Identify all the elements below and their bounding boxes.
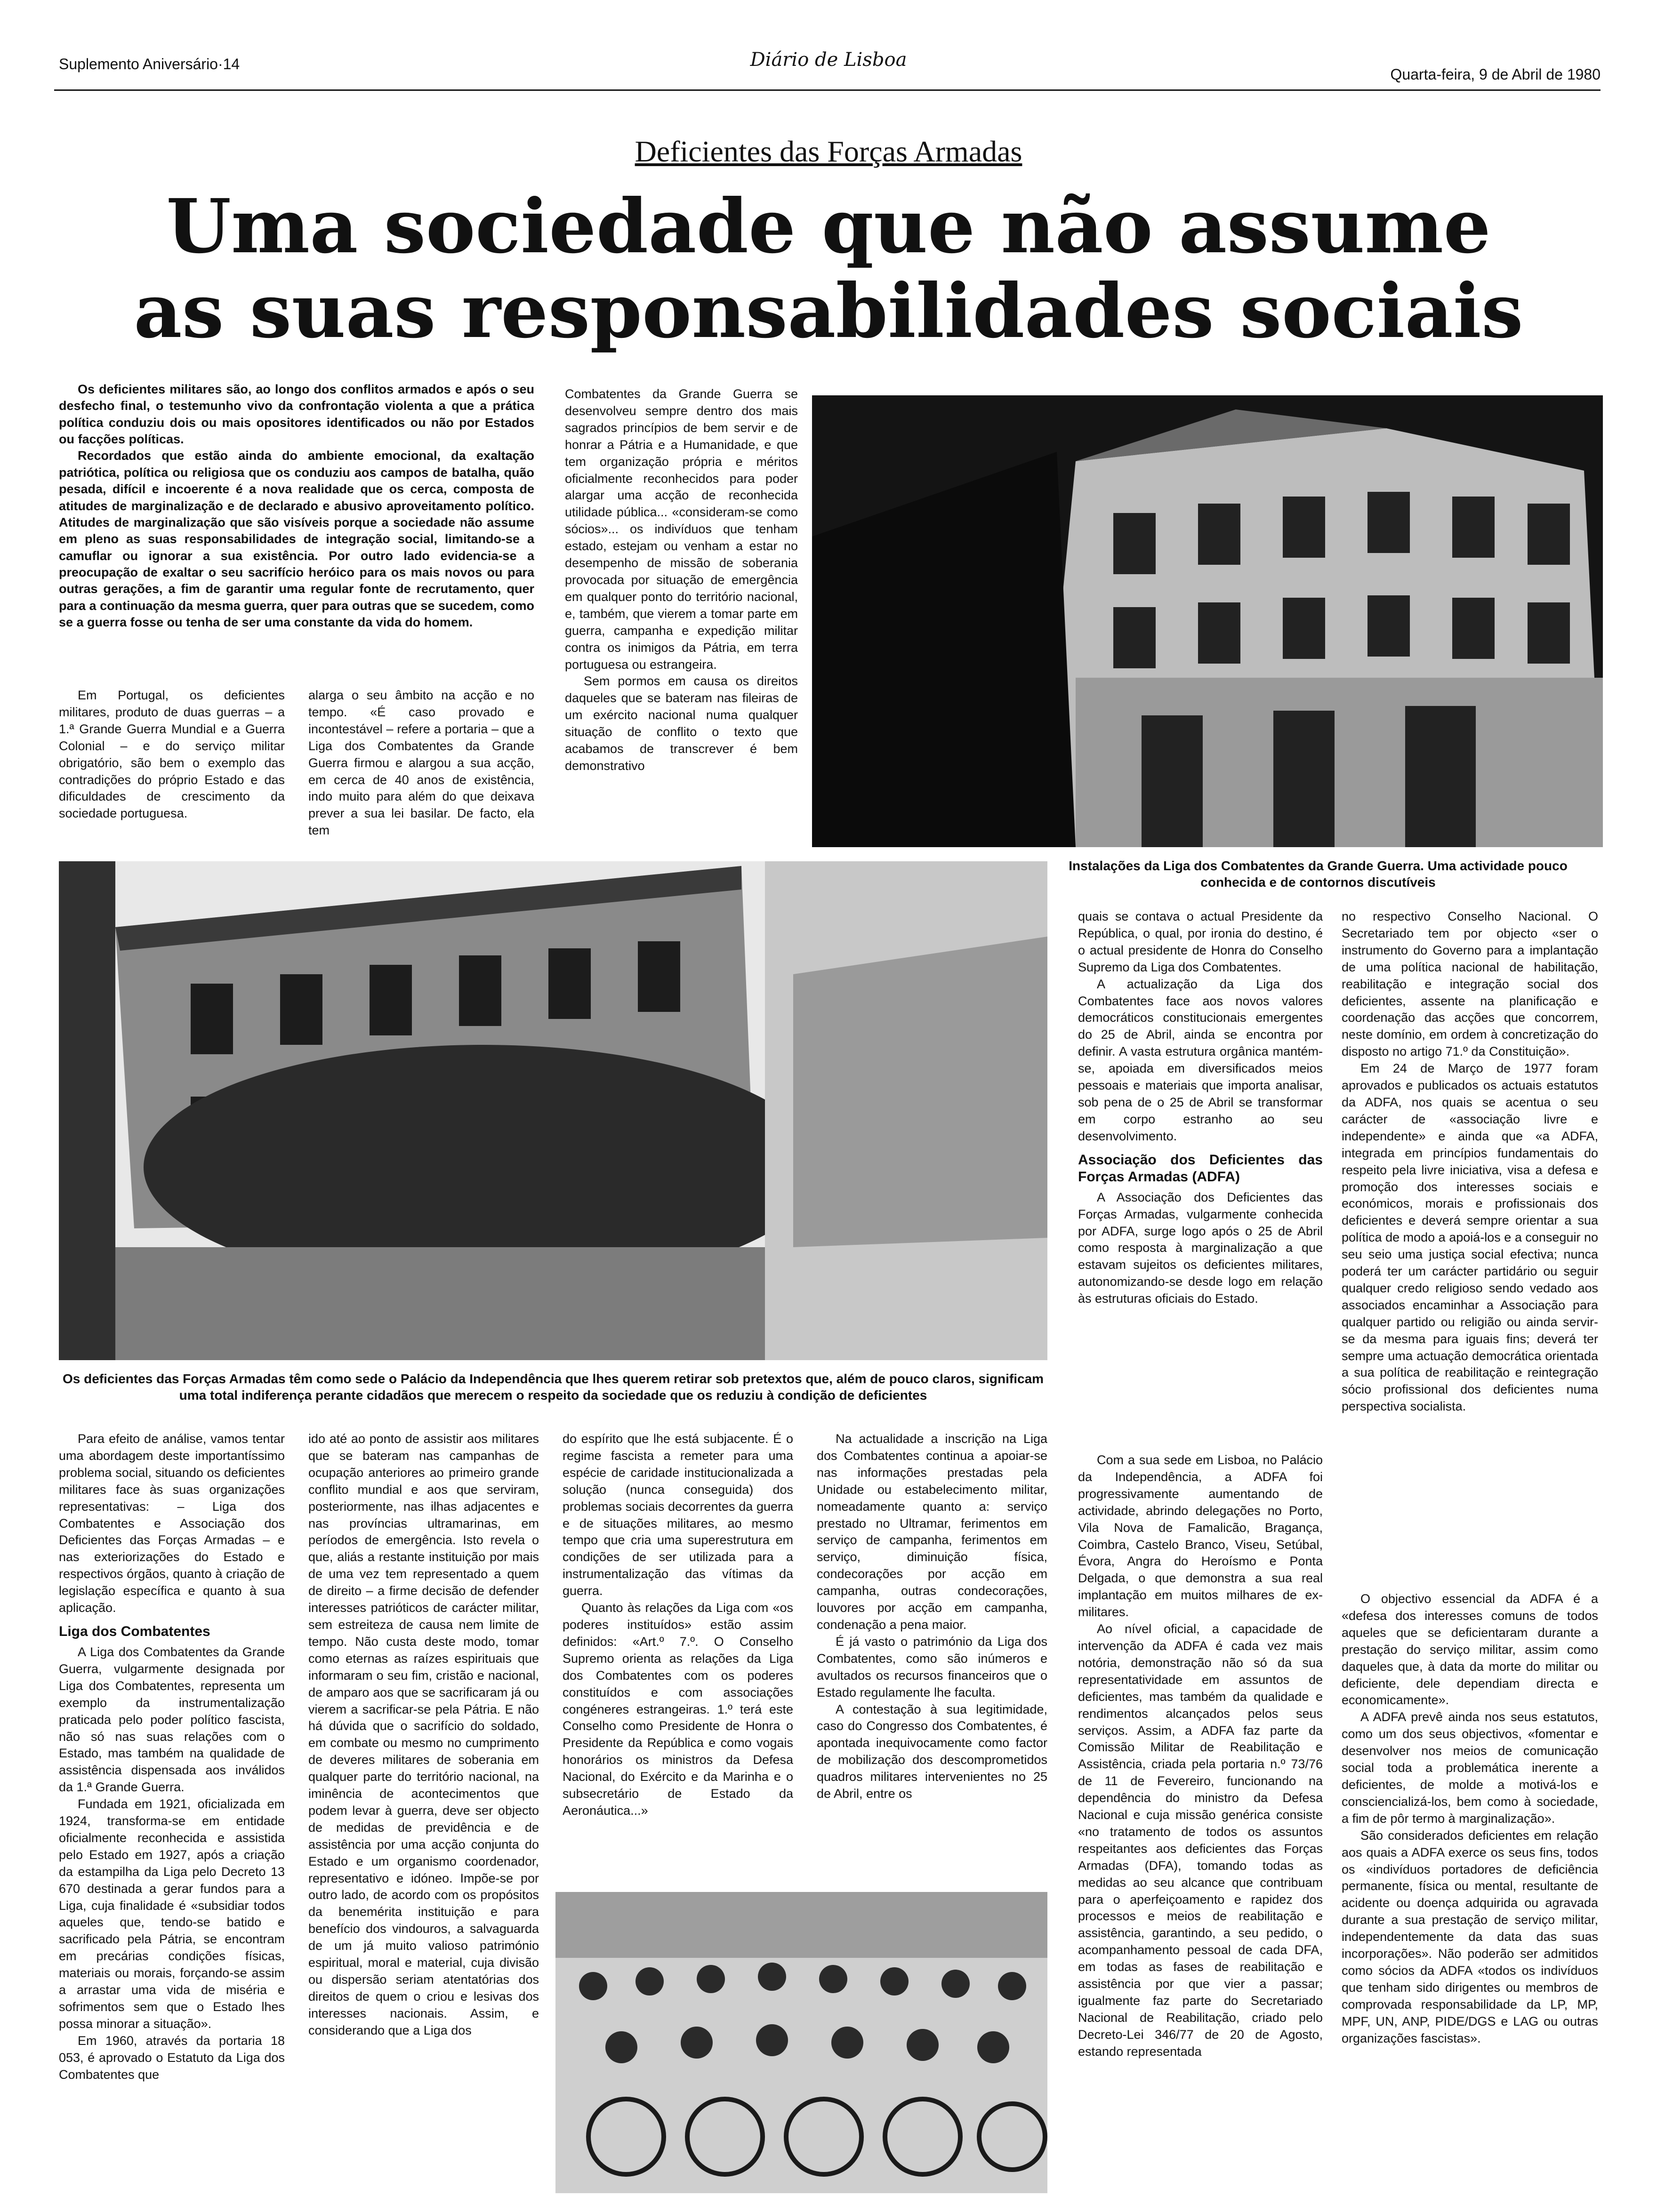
photo-liga-building xyxy=(812,395,1603,847)
paragraph: A Liga dos Combatentes da Grande Guerra, vulgarmente designada por Liga dos Combatentes, representa um exemplo da instrumentalização praticada pelo poder político fascista, não só nas suas relações com o Estado, mas também na qualidade de assistência dispensada aos inválidos da 1.ª Grande Guerra. xyxy=(59,1644,285,1795)
paragraph: Em 1960, através da portaria 18 053, é aprovado o Estatuto da Liga dos Combatentes que xyxy=(59,2033,285,2082)
paragraph: Combatentes da Grande Guerra se desenvolveu sempre dentro dos mais sagrados princípios de bem servir e de honrar a Pátria e a Humanidade, e que tem organização própria e méritos oficialmente reconhecidos para poder alargar uma acção de reconhecida utilidade pública... «consideram-se como sócios»... os indivíduos que tenham estado, estejam ou venham a estar no desempenho de missão de soberania provocada por situação de emergência em qualquer ponto do território nacional, e, também, que vierem a tomar parte em guerra, campanha e expedição militar contra os inimigos da Pátria, em terra portuguesa ou estrangeira. xyxy=(565,387,798,672)
section-heading-liga: Liga dos Combatentes xyxy=(59,1623,210,1639)
paragraph: Sem pormos em causa os direitos daqueles que se bateram nas fileiras de um exército nacional numa qualquer situação de conflito o texto que acabamos de transcrever é bem demonstrativo xyxy=(565,674,798,773)
text-column xyxy=(563,1431,793,1819)
paragraph: Ao nível oficial, a capacidade de intervenção da ADFA é cada vez mais notória, demonstração não só da sua representatividade em assuntos de deficientes, mas também da qualidade e rendimentos alcançados pelos seus serviços. Assim, a ADFA faz parte da Comissão Militar de Reabilitação e Assistência, criada pela portaria n.º 73/76 de 11 de Fevereiro, funcionando na dependência do ministro da Defesa Nacional e cuja missão genérica consiste «no tratamento de todos os assuntos respeitantes aos deficientes das Forças Armadas (DFA), tomando todas as medidas ao seu alcance que contribuam para o aperfeiçoamento e rapidez dos processos e meios de reabilitação e assistência, garantindo, a seu pedido, o acompanhamento pessoal de cada DFA, em todas as fases de reabilitação e assistência por que vier a passar; igualmente faz parte do Secretariado Nacional de Reabilitação, criado pelo Decreto-Lei 346/77 de 20 de Agosto, estando representada xyxy=(1078,1622,1323,2059)
text-column xyxy=(308,687,534,839)
paragraph: Quanto às relações da Liga com «os poderes instituídos» estão assim definidos: «Art.º 7.º. O Conselho Supremo orienta as relações da Liga dos Combatentes com os poderes constituídos e com associações congéneres estrangeiras. 1.º terá este Conselho como Presidente de Honra o Presidente da República e como vogais honorários os ministros da Defesa Nacional, do Exército e da Marinha e o subsecretário de Estado da Aeronáutica...» xyxy=(563,1601,793,1818)
newspaper-masthead: Diário de Lisboa xyxy=(750,49,907,71)
text-column xyxy=(565,386,798,775)
paragraph: ido até ao ponto de assistir aos militares que se bateram nas campanhas de ocupação anteriores ao primeiro grande conflito mundial e aos que serviram, posteriormente, nas ilhas adjacentes e nas províncias ultramarinas, em períodos de emergência. Isto revela o que, aliás a restante instituição por mais de uma vez tem representado a quem de direito – a firme decisão de defender interesses patrióticos de carácter militar, sem estreiteza de causa nem limite de tempo. Não custa deste modo, tomar como eternas as raízes espirituais que informaram o seu fim, cristão e nacional, de amparo aos que se sacrificaram já ou vierem a sacrificar-se pela Pátria. E não há dúvida que o sacrifício do soldado, em combate ou mesmo no cumprimento de deveres militares de soberania em qualquer parte do território nacional, na iminência de acontecimentos que podem levar à guerra, deve ser objecto de medidas de previdência e de assistência por uma acção conjunta do Estado e um organismo coordenador, representativo e idóneo. Impõe-se por outro lado, de acordo com os propósitos da benemérita instituição e para benefício dos vindouros, a salvaguarda de um já muito valioso património espiritual, moral e material, cuja divisão ou dispersão seriam atentatórias dos direitos de quem o criou e lesivas dos interesses nacionais. Assim, e considerando que a Liga dos xyxy=(308,1432,539,2037)
text-column xyxy=(1342,908,1598,1415)
paragraph: A contestação à sua legitimidade, caso do Congresso dos Combatentes, é apontada inequivocamente como factor de mobilização dos descomprometidos quadros militares intervenientes no 25 de Abril, entre os xyxy=(817,1702,1047,1801)
paragraph: A Associação dos Deficientes das Forças Armadas, vulgarmente conhecida por ADFA, surge logo após o 25 de Abril como resposta à marginalização a que estavam sujeitos os deficientes militares, autonomizando-se desde logo em relação às estruturas oficiais do Estado. xyxy=(1078,1190,1323,1306)
paragraph: alarga o seu âmbito na acção e no tempo. «É caso provado e incontestável – refere a portaria – que a Liga dos Combatentes da Grande Guerra firmou e alargou a sua acção, em cerca de 40 anos de existência, indo muito para além do que deixava prever a sua lei basilar. De facto, ela tem xyxy=(308,688,534,838)
lead-paragraph: Recordados que estão ainda do ambiente emocional, da exaltação patriótica, política ou religiosa que os conduziu aos campos de batalha, quão pesada, difícil e incoerente é a nova realidade que os cerca, composta de atitudes de marginalização e de declarado e abusivo aproveitamento político. Atitudes de marginalização que são visíveis porque a sociedade não assume em pleno as suas responsabilidades de integração social, limitando-se a camuflar ou ignorar a sua existência. Por outro lado evidencia-se a preocupação de exaltar o seu sacrifício heróico para os mais novos ou para outras gerações, a fim de garantir uma regular fonte de recrutamento, quer para a continuação da mesma guerra, quer para outras que se sucedem, como se a guerra fosse ou tenha de ser uma constante da vida do homem. xyxy=(59,449,534,630)
paragraph: quais se contava o actual Presidente da República, o qual, por ironia do destino, é o actual presidente de Honra do Conselho Supremo da Liga dos Combatentes. xyxy=(1078,909,1323,974)
paragraph: Para efeito de análise, vamos tentar uma abordagem deste importantíssimo problema social, situando os deficientes militares face às suas organizações representativas: – Liga dos Combatentes e Associação dos Deficientes das Forças Armadas – e nas exteriorizações do Estado e respectivos órgãos, quanto à criação de legislação específica e quanto à sua aplicação. xyxy=(59,1432,285,1615)
section-heading-adfa: Associação dos Deficientes das Forças Armadas (ADFA) xyxy=(1078,1152,1323,1185)
paragraph: O objectivo essencial da ADFA é a «defesa dos interesses comuns de todos aqueles que se deficientaram durante a prestação do serviço militar, assim como daqueles que, à data da morte do militar ou deficiente, dele dependiam directa e economicamente». xyxy=(1342,1592,1598,1707)
text-column xyxy=(59,687,285,822)
issue-date: Quarta-feira, 9 de Abril de 1980 xyxy=(1390,66,1601,83)
paragraph: no respectivo Conselho Nacional. O Secretariado tem por objecto «ser o instrumento do Governo para a implantação de uma política nacional de habilitação, reabilitação e integração social dos deficientes, assente na planificação e coordenação das acções que concorrem, neste domínio, em ordem à concretização do disposto no artigo 71.º da Constituição». xyxy=(1342,909,1598,1059)
supplement-label: Suplemento Aniversário·14 xyxy=(59,56,240,72)
article-kicker: Deficientes das Forças Armadas xyxy=(635,135,1022,168)
photo-wheelchair-group xyxy=(555,1892,1047,2193)
photo-palacio-independencia xyxy=(59,861,1047,1360)
text-column xyxy=(1078,1452,1323,2060)
text-column xyxy=(1342,1591,1598,2047)
photo-1-caption: Instalações da Liga dos Combatentes da Grande Guerra. Uma actividade pouco conhecida e de contornos discutíveis xyxy=(1069,858,1568,890)
paragraph: São considerados deficientes em relação aos quais a ADFA exerce os seus fins, todos os «indivíduos portadores de deficiência permanente, física ou mental, resultante de acidente ou doença adquirida ou agravada durante a sua prestação de serviço militar, independentemente da data das suas incorporações». Não poderão ser admitidos como sócios da ADFA «todos os indivíduos que tenham sido dirigentes ou membros de comprovada responsabilidade da LP, MP, MPF, UN, ANP, PIDE/DGS e LAG ou outras organizações fascistas». xyxy=(1342,1828,1598,2045)
text-column xyxy=(1078,908,1323,1307)
text-column xyxy=(308,1431,539,2039)
paragraph: Fundada em 1921, oficializada em 1924, transforma-se em entidade oficialmente reconhecida e assistida pelo Estado em 1927, após a criação da estampilha da Liga pelo Decreto 13 670 destinada a gerar fundos para a Liga, cuja finalidade é «subsidiar todos aqueles que, tendo-se batido e sacrificado pela Pátria, se encontram em precárias condições físicas, materiais ou morais, forçando-se assim a arrastar uma vida de miséria e sofrimentos sem que o Estado lhes possa minorar a situação». xyxy=(59,1797,285,2031)
article-lead xyxy=(59,381,534,631)
paragraph: É já vasto o património da Liga dos Combatentes, como são inúmeros e avultados os recursos financeiros que o Estado regulamente lhe faculta. xyxy=(817,1634,1047,1699)
photo-2-caption: Os deficientes das Forças Armadas têm como sede o Palácio da Independência que lhes querem retirar sob pretextos que, além de pouco claros, significam uma total indiferença perante cidadãos que merecem o respeito da sociedade que os reduziu à condição de deficientes xyxy=(62,1371,1044,1403)
headline-line-1: Uma sociedade que não assume xyxy=(166,183,1491,270)
paragraph: Na actualidade a inscrição na Liga dos Combatentes continua a apoiar-se nas informações prestadas pela Unidade ou estabelecimento militar, nomeadamente quanto a: serviço prestado no Ultramar, ferimentos em serviço de campanha, ferimentos em serviço, diminuição física, condecorações por acção em campanha, outras condecorações, louvores por acção em campanha, condenação a pena maior. xyxy=(817,1432,1047,1632)
text-column xyxy=(59,1431,285,2084)
headline-line-2: as suas responsabilidades sociais xyxy=(134,268,1523,355)
paragraph: Em 24 de Março de 1977 foram aprovados e publicados os actuais estatutos da ADFA, nos quais se acentua o seu carácter de «associação livre e independente» e ainda que «a ADFA, integrada em princípios fundamentais do respeito pela livre iniciativa, visa a defesa e promoção dos interesses sociais e económicos, morais e profissionais dos deficientes e deverá sempre orientar a sua política de modo a apoiá-los e a conseguir no seu seio uma justiça social efectiva; nunca poderá ter um carácter partidário ou seguir qualquer credo religioso sendo vedado aos associados encaminhar a Associação para qualquer partido ou religião ou ainda servir-se da mesma para iguais fins; deverá ter sempre uma actuação democrática orientada a sua política de reabilitação e reintegração sócio profissional dos deficientes numa perspectiva socialista. xyxy=(1342,1061,1598,1414)
paragraph: do espírito que lhe está subjacente. É o regime fascista a remeter para uma espécie de caridade institucionalizada a solução (nunca conseguida) dos problemas sociais decorrentes da guerra e de situações militares, ao mesmo tempo que cria uma superestrutura em condições de ser utilizada para a instrumentalização das vítimas da guerra. xyxy=(563,1432,793,1598)
text-column xyxy=(817,1431,1047,1803)
paragraph: A actualização da Liga dos Combatentes face aos novos valores democráticos constitucionais emergentes do 25 de Abril, ainda se encontra por definir. A vasta estrutura orgânica mantém-se, apoiada em diversificados meios pessoais e materiais que importa analisar, sob pena de o 25 de Abril se transformar em corpo estranho ao seu desenvolvimento. xyxy=(1078,977,1323,1143)
paragraph: Com a sua sede em Lisboa, no Palácio da Independência, a ADFA foi progressivamente aumentando de actividade, abrindo delegações no Porto, Vila Nova de Famalicão, Bragança, Coimbra, Castelo Branco, Viseu, Setúbal, Évora, Angra do Heroísmo e Ponta Delgada, o que demonstra a sua real implantação em muitos milhares de ex-militares. xyxy=(1078,1453,1323,1619)
paragraph: A ADFA prevê ainda nos seus estatutos, como um dos seus objectivos, «fomentar e desenvolver nos meios de comunicação social toda a problemática inerente a deficientes, de molde a motivá-los e consciencializá-los, bem como à sociedade, a fim de pôr termo à marginalização». xyxy=(1342,1710,1598,1826)
lead-paragraph: Os deficientes militares são, ao longo dos conflitos armados e após o seu desfecho final, o testemunho vivo da confrontação violenta a que a prática política conduziu dois ou mais opositores identificados ou não por Estados ou facções políticas. xyxy=(59,382,534,447)
header-rule xyxy=(54,89,1601,91)
paragraph: Em Portugal, os deficientes militares, produto de duas guerras – a 1.ª Grande Guerra Mundial e a Guerra Colonial – e do serviço militar obrigatório, são bem o exemplo das contradições do próprio Estado e das dificuldades de crescimento da sociedade portuguesa. xyxy=(59,688,285,821)
